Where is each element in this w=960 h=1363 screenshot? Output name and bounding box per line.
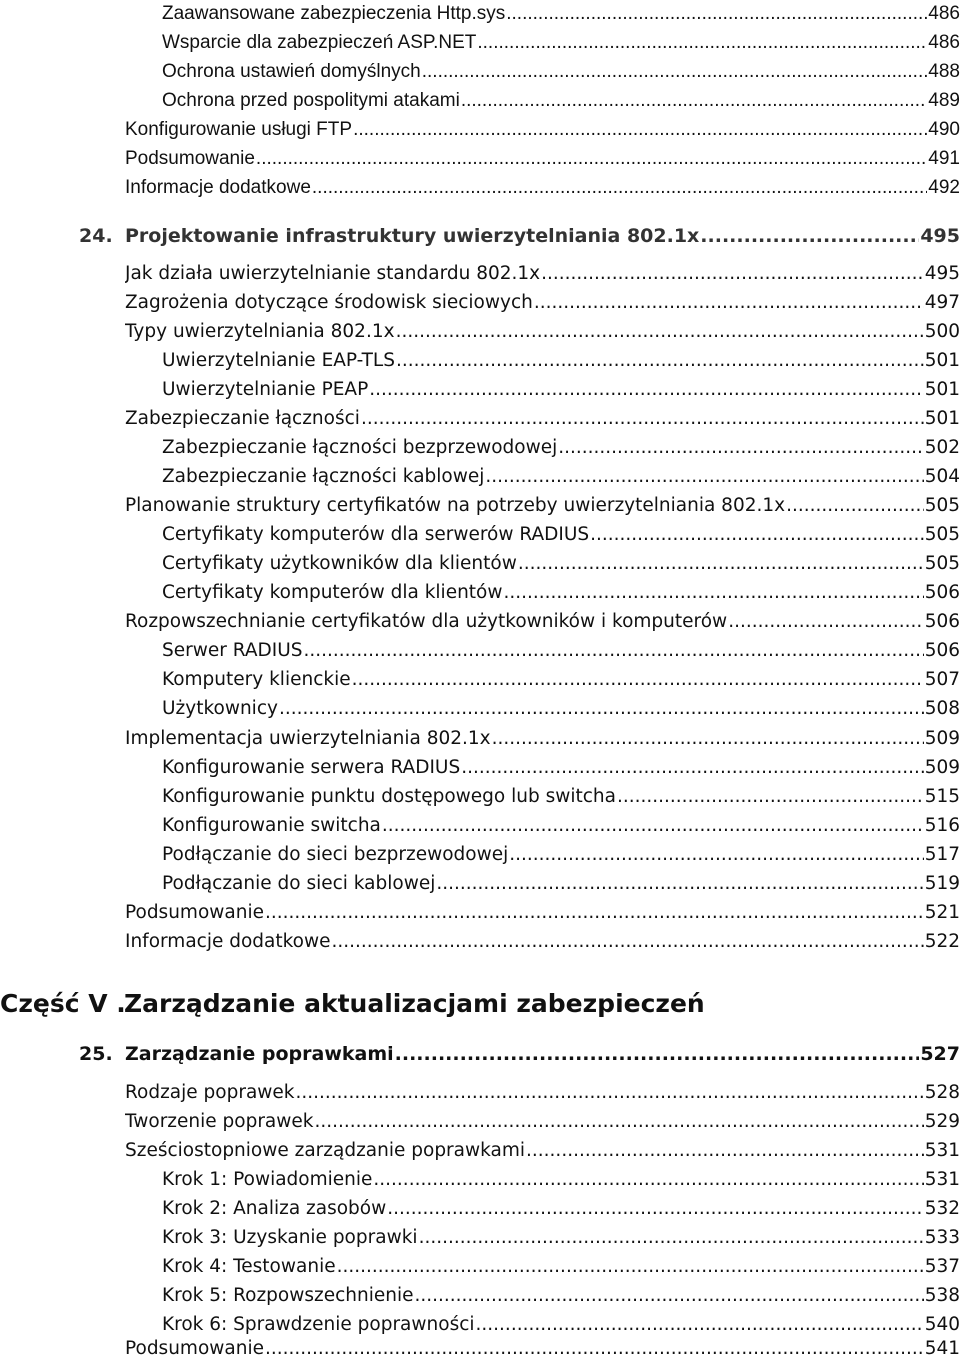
toc-entry[interactable] [162,463,960,491]
toc-entry-page: 501 [924,408,960,429]
toc-entry-page: 502 [924,437,960,458]
toc-entry[interactable] [162,521,960,549]
toc-entry-page: 501 [924,350,960,371]
toc-entry[interactable] [125,318,960,346]
toc-entry-page: 505 [924,495,960,516]
chapter-page: 495 [920,225,960,247]
toc-entry-page: 540 [924,1314,960,1335]
toc-entry-title: Krok 5: Rozpowszechnienie [162,1285,414,1306]
toc-entry-title: Certyfikaty komputerów dla klientów [162,582,503,603]
toc-entry-title: Podsumowanie [125,1338,264,1359]
toc-entry[interactable] [125,899,960,927]
toc-entry-title: Sześciostopniowe zarządzanie poprawkami [125,1140,526,1161]
toc-entry-page: 486 [928,32,960,53]
toc-entry-page: 488 [928,61,960,82]
toc-entry-page: 515 [924,786,960,807]
toc-entry-page: 519 [924,873,960,894]
toc-entry[interactable] [162,1282,960,1310]
toc-entry[interactable] [162,637,960,665]
toc-entry-page: 505 [924,524,960,545]
part-title: Zarządzanie aktualizacjami zabezpieczeń [124,989,705,1018]
toc-entry[interactable] [162,550,960,578]
toc-entry-page: 492 [928,177,960,198]
toc-entry[interactable] [162,0,960,28]
toc-entry[interactable] [162,870,960,898]
toc-entry[interactable] [125,928,960,956]
toc-entry[interactable] [162,579,960,607]
chapter-number: 24. [79,225,113,247]
toc-entry[interactable] [125,145,960,173]
toc-entry-page: 532 [924,1198,960,1219]
toc-entry-title: Wsparcie dla zabezpieczeń ASP.NET [162,32,477,53]
chapter-heading-24[interactable] [79,222,960,250]
toc-entry-page: 489 [928,90,960,111]
toc-entry-title: Konfigurowanie usługi FTP [125,119,353,140]
toc-entry-title: Planowanie struktury certyfikatów na potrzeby uwierzytelniania 802.1x [125,495,786,516]
toc-entry-page: 521 [924,902,960,923]
toc-entry-page: 497 [924,292,960,313]
toc-entry-title: Użytkownicy [162,698,278,719]
toc-entry-page: 531 [924,1140,960,1161]
toc-entry-title: Konfigurowanie switcha [162,815,381,836]
toc-entry-page: 516 [924,815,960,836]
toc-entry-title: Podłączanie do sieci bezprzewodowej [162,844,509,865]
toc-entry-title: Podsumowanie [125,902,264,923]
toc-entry-page: 509 [924,728,960,749]
toc-entry-title: Serwer RADIUS [162,640,303,661]
toc-entry-title: Ochrona przed pospolitymi atakami [162,90,460,111]
toc-entry[interactable] [162,376,960,404]
chapter-heading-25[interactable] [79,1040,960,1068]
toc-entry-page: 500 [924,321,960,342]
toc-entry[interactable] [125,260,960,288]
toc-entry-title: Certyfikaty użytkowników dla klientów [162,553,517,574]
toc-entry-title: Rodzaje poprawek [125,1082,295,1103]
toc-entry-page: 506 [924,640,960,661]
toc-entry[interactable] [162,434,960,462]
toc-entry[interactable] [125,1108,960,1136]
toc-entry[interactable] [162,841,960,869]
toc-entry-title: Krok 1: Powiadomienie [162,1169,373,1190]
toc-entry[interactable] [162,754,960,782]
toc-entry-title: Zaawansowane zabezpieczenia Http.sys [162,3,506,24]
toc-entry-title: Tworzenie poprawek [125,1111,314,1132]
toc-entry[interactable] [162,29,960,57]
toc-entry-title: Zabezpieczanie łączności [125,408,360,429]
toc-entry-title: Konfigurowanie serwera RADIUS [162,757,461,778]
toc-entry-title: Krok 3: Uzyskanie poprawki [162,1227,418,1248]
toc-entry[interactable] [162,1195,960,1223]
toc-entry-title: Certyfikaty komputerów dla serwerów RADIUS [162,524,590,545]
toc-entry-title: Typy uwierzytelniania 802.1x [125,321,395,342]
toc-entry[interactable] [162,1253,960,1281]
toc-entry-page: 528 [924,1082,960,1103]
toc-entry-title: Podsumowanie [125,148,255,169]
toc-entry-page: 501 [924,379,960,400]
toc-entry-title: Uwierzytelnianie EAP-TLS [162,350,395,371]
toc-entry-page: 538 [924,1285,960,1306]
toc-entry-title: Krok 2: Analiza zasobów [162,1198,387,1219]
toc-entry[interactable] [125,1335,960,1363]
toc-entry-title: Rozpowszechnianie certyfikatów dla użytkowników i komputerów [125,611,728,632]
toc-entry-title: Konfigurowanie punktu dostępowego lub switcha [162,786,616,807]
chapter-page: 527 [920,1043,960,1065]
toc-entry-page: 529 [924,1111,960,1132]
toc-entry[interactable] [162,666,960,694]
toc-entry-title: Podłączanie do sieci kablowej [162,873,436,894]
chapter-title: Zarządzanie poprawkami [125,1043,394,1065]
chapter-number: 25. [79,1043,113,1065]
part-heading[interactable] [0,988,705,1020]
toc-entry-title: Krok 6: Sprawdzenie poprawności [162,1314,475,1335]
toc-entry-page: 508 [924,698,960,719]
toc-entry-page: 495 [924,263,960,284]
toc-entry-title: Informacje dodatkowe [125,931,331,952]
toc-entry[interactable] [125,1137,960,1165]
toc-entry-page: 522 [924,931,960,952]
toc-entry-page: 541 [924,1338,960,1359]
toc-entry-title: Krok 4: Testowanie [162,1256,336,1277]
toc-entry[interactable] [125,289,960,317]
toc-entry-page: 509 [924,757,960,778]
chapter-title: Projektowanie infrastruktury uwierzytelniania 802.1x [125,225,700,247]
toc-entry[interactable] [162,1166,960,1194]
toc-entry[interactable] [162,347,960,375]
toc-entry-page: 486 [928,3,960,24]
toc-entry-page: 504 [924,466,960,487]
toc-entry-page: 491 [928,148,960,169]
toc-entry[interactable] [162,812,960,840]
toc-entry-page: 533 [924,1227,960,1248]
toc-entry[interactable] [162,87,960,115]
toc-entry-page: 505 [924,553,960,574]
toc-entry[interactable] [162,1224,960,1252]
toc-entry[interactable] [162,783,960,811]
toc-entry-title: Zagrożenia dotyczące środowisk sieciowych [125,292,533,313]
toc-entry[interactable] [162,695,960,723]
toc-entry[interactable] [125,405,960,433]
toc-entry[interactable] [162,58,960,86]
toc-entry[interactable] [125,492,960,520]
toc-entry-page: 531 [924,1169,960,1190]
toc-entry-page: 506 [924,582,960,603]
toc-entry-title: Ochrona ustawień domyślnych [162,61,421,82]
toc-entry[interactable] [125,174,960,202]
toc-entry-title: Informacje dodatkowe [125,177,311,198]
part-label: Część V . [0,989,126,1018]
toc-entry[interactable] [125,116,960,144]
toc-entry-page: 507 [924,669,960,690]
toc-entry[interactable] [125,725,960,753]
toc-entry-title: Zabezpieczanie łączności bezprzewodowej [162,437,558,458]
toc-entry-title: Komputery klienckie [162,669,351,690]
toc-entry-title: Implementacja uwierzytelniania 802.1x [125,728,491,749]
toc-entry-title: Zabezpieczanie łączności kablowej [162,466,485,487]
toc-entry-page: 490 [928,119,960,140]
toc-entry-page: 517 [924,844,960,865]
toc-entry-page: 506 [924,611,960,632]
toc-entry-page: 537 [924,1256,960,1277]
toc-entry-title: Uwierzytelnianie PEAP [162,379,369,400]
toc-entry[interactable] [125,1079,960,1107]
toc-entry-title: Jak działa uwierzytelnianie standardu 802.1x [125,263,541,284]
toc-entry[interactable] [125,608,960,636]
